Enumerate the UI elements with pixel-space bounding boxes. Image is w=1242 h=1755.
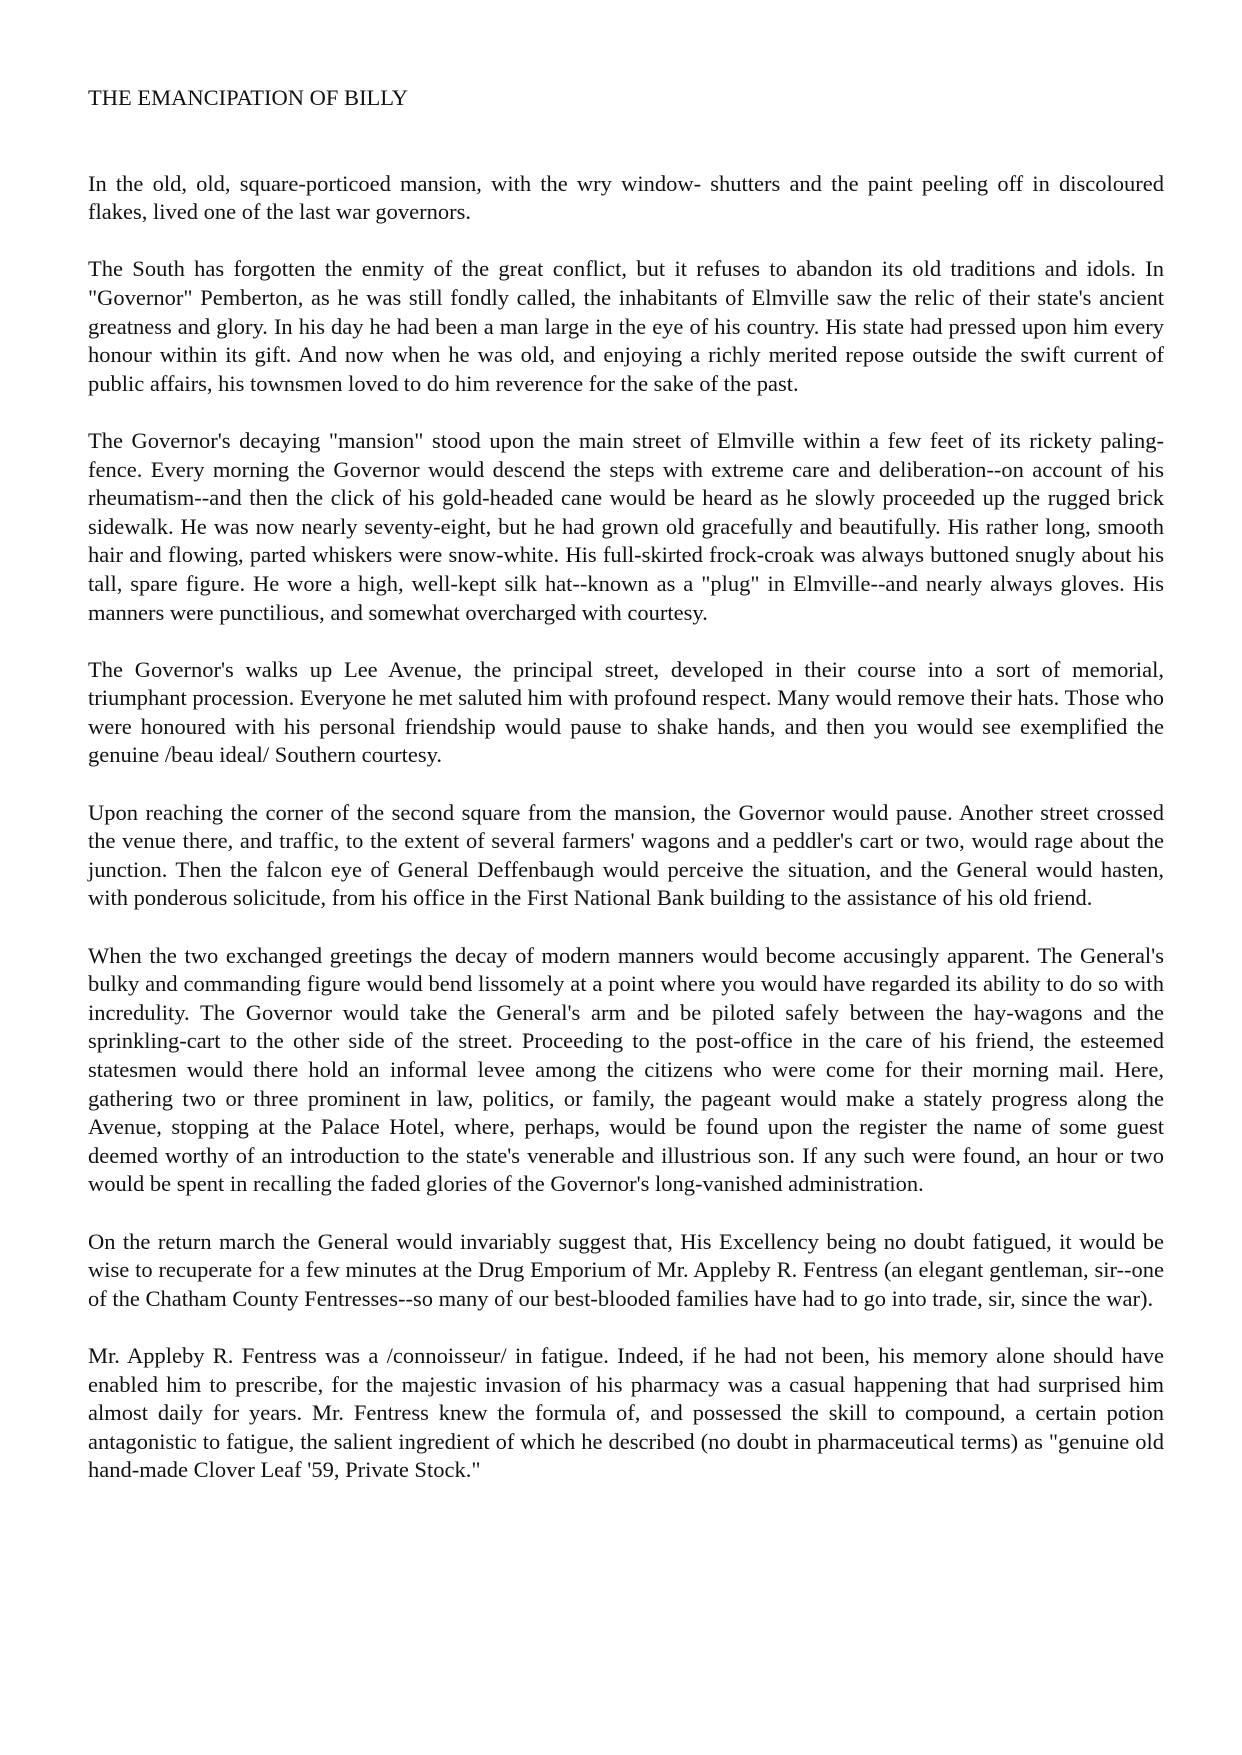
paragraph-3: The Governor's decaying "mansion" stood upon the main street of Elmville within a few feet of its rickety paling-fence. Every morning the Governor would descend the steps with extreme care and deliberation--on account of his rheumatism--and then the click of his gold-headed cane would be heard as he slowly proceeded up the rugged brick sidewalk. He was now nearly seventy-eight, but he had grown old gracefully and beautifully. His rather long, smooth hair and flowing, parted whiskers were snow-white. His full-skirted frock-croak was always buttoned snugly about his tall, spare figure. He wore a high, well-kept silk hat--known as a "plug" in Elmville--and nearly always gloves. His manners were punctilious, and somewhat overcharged with courtesy. [88,427,1164,625]
paragraph-7: On the return march the General would invariably suggest that, His Excellency being no doubt fatigued, it would be wise to recuperate for a few minutes at the Drug Emporium of Mr. Appleby R. Fentress (an elegant gentleman, sir--one of the Chatham County Fentresses--so many of our best-blooded families have had to go into trade, sir, since the war). [88,1228,1164,1311]
paragraph-5: Upon reaching the corner of the second square from the mansion, the Governor would pause. Another street crossed the venue there, and traffic, to the extent of several farmers' wagons and a peddler's cart or two, would rage about the junction. Then the falcon eye of General Deffenbaugh would perceive the situation, and the General would hasten, with ponderous solicitude, from his office in the First National Bank building to the assistance of his old friend. [88,799,1164,911]
paragraph-1: In the old, old, square-porticoed mansion, with the wry window- shutters and the paint peeling off in discoloured flakes, lived one of the last war governors. [88,170,1164,225]
paragraph-4: The Governor's walks up Lee Avenue, the principal street, developed in their course into a sort of memorial, triumphant procession. Everyone he met saluted him with profound respect. Many would remove their hats. Those who were honoured with his personal friendship would pause to shake hands, and then you would see exemplified the genuine /beau ideal/ Southern courtesy. [88,656,1164,768]
document-title: THE EMANCIPATION OF BILLY [88,85,409,110]
paragraph-2: The South has forgotten the enmity of the great conflict, but it refuses to abandon its old traditions and idols. In "Governor" Pemberton, as he was still fondly called, the inhabitants of Elmville saw the relic of their state's ancient greatness and glory. In his day he had been a man large in the eye of his country. His state had pressed upon him every honour within its gift. And now when he was old, and enjoying a richly merited repose outside the swift current of public affairs, his townsmen loved to do him reverence for the sake of the past. [88,256,1164,396]
paragraph-8: Mr. Appleby R. Fentress was a /connoisseur/ in fatigue. Indeed, if he had not been, his memory alone should have enabled him to prescribe, for the majestic invasion of his pharmacy was a casual happening that had surprised him almost daily for years. Mr. Fentress knew the formula of, and possessed the skill to compound, a certain potion antagonistic to fatigue, the salient ingredient of which he described (no doubt in pharmaceutical terms) as "genuine old hand-made Clover Leaf '59, Private Stock." [88,1342,1164,1483]
paragraph-6: When the two exchanged greetings the decay of modern manners would become accusingly apparent. The General's bulky and commanding figure would bend lissomely at a point where you would have regarded its ability to do so with incredulity. The Governor would take the General's arm and be piloted safely between the hay-wagons and the sprinkling-cart to the other side of the street. Proceeding to the post-office in the care of his friend, the esteemed statesmen would there hold an informal levee among the citizens who were come for their morning mail. Here, gathering two or three prominent in law, politics, or family, the pageant would make a stately progress along the Avenue, stopping at the Palace Hotel, where, perhaps, would be found upon the register the name of some guest deemed worthy of an introduction to the state's venerable and illustrious son. If any such were found, an hour or two would be spent in recalling the faded glories of the Governor's long-vanished administration. [88,942,1164,1197]
document-page [88,84,1164,1514]
